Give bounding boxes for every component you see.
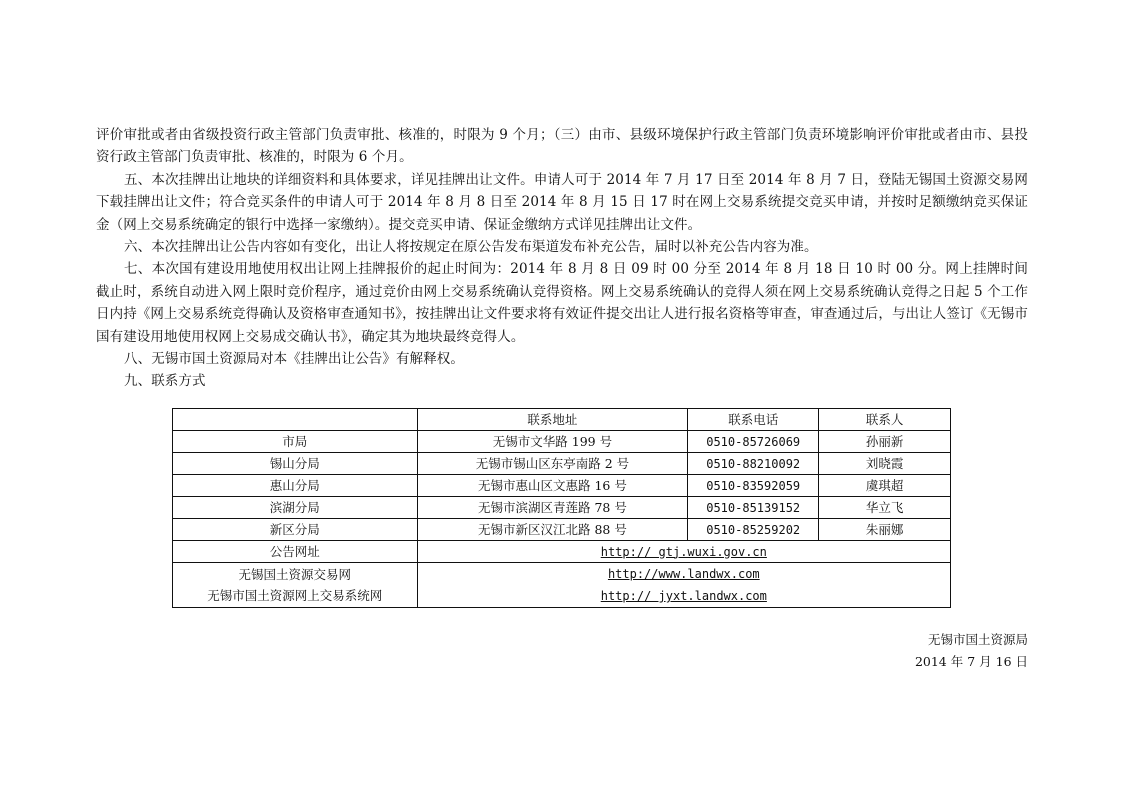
table-header-cell: 联系人 [819,409,951,431]
office-address: 无锡市锡山区东亭南路 2 号 [417,453,688,475]
office-name: 滨湖分局 [173,497,418,519]
table-header-cell: 联系电话 [688,409,819,431]
office-address: 无锡市惠山区文惠路 16 号 [417,475,688,497]
office-name: 市局 [173,431,418,453]
table-row [173,475,951,497]
trade-system-label: 无锡市国土资源网上交易系统网 [207,588,383,603]
signature-block [915,629,1028,673]
office-phone: 0510-88210092 [688,453,819,475]
trade-site-row [173,563,951,608]
office-contact: 虞琪超 [819,475,951,497]
paragraph-9-heading: 九、联系方式 [124,373,206,390]
table-header-cell [173,409,418,431]
office-contact: 孙丽新 [819,431,951,453]
announce-url-row [173,541,951,563]
table-header-row [173,409,951,431]
office-contact: 刘晓霞 [819,453,951,475]
office-contact: 朱丽娜 [819,519,951,541]
office-phone: 0510-85726069 [688,431,819,453]
office-address: 无锡市滨湖区青莲路 78 号 [417,497,688,519]
paragraph-continuation: 评价审批或者由省级投资行政主管部门负责审批、核准的，时限为 9 个月；（三）由市、县级环境保护行政主管部门负责环境影响评价审批或者由市、县投资行政主管部门负责审批、核准的，时限为 6 个月。 [96,127,1028,166]
paragraph-8: 八、无锡市国土资源局对本《挂牌出让公告》有解释权。 [124,351,464,368]
office-phone: 0510-85259202 [688,519,819,541]
announce-url-link[interactable]: http:// gtj.wuxi.gov.cn [600,544,767,559]
office-phone: 0510-85139152 [688,497,819,519]
office-address: 无锡市文华路 199 号 [417,431,688,453]
table-row [173,519,951,541]
announce-url-label: 公告网址 [173,541,418,563]
trade-site-labels [173,563,418,608]
paragraph-5: 五、本次挂牌出让地块的详细资料和具体要求，详见挂牌出让文件。申请人可于 2014 年 7 月 17 日至 2014 年 8 月 7 日，登陆无锡国土资源交易网下载挂牌出让文件；符合竞买条件的申请人可于 2014 年 8 月 8 日至 2014 年 8 月 15 日 17 时在网上交易系统提交竞买申请，并按时足额缴纳竞买保证金（网上交易系统确定的银行中选择一家缴纳）。提交竞买申请、保证金缴纳方式详见挂牌出让文件。 [96,171,1028,233]
office-name: 锡山分局 [173,453,418,475]
office-name: 新区分局 [173,519,418,541]
paragraph-7: 七、本次国有建设用地使用权出让网上挂牌报价的起止时间为：2014 年 8 月 8 日 09 时 00 分至 2014 年 8 月 18 日 10 时 00 分。网上挂牌时间截止时，系统自动进入网上限时竞价程序，通过竞价由网上交易系统确认竞得资格。网上交易系统确认的竞得人须在网上交易系统确认竞得之日起 5 个工作日内持《网上交易系统竞得确认及资格审查通知书》，按挂牌出让文件要求将有效证件提交出让人进行报名资格等审查，审查通过后，与出让人签订《无锡市国有建设用地使用权网上交易成交确认书》，确定其为地块最终竞得人。 [96,261,1028,345]
table-header-cell: 联系地址 [417,409,688,431]
paragraph-6: 六、本次挂牌出让公告内容如有变化，出让人将按规定在原公告发布渠道发布补充公告，届时以补充公告内容为准。 [124,239,818,256]
table-row [173,453,951,475]
table-row [173,431,951,453]
announce-url-cell [417,541,950,563]
office-address: 无锡市新区汉江北路 88 号 [417,519,688,541]
trade-site-label: 无锡国土资源交易网 [238,567,352,582]
table-row [173,497,951,519]
trade-system-link[interactable]: http:// jyxt.landwx.com [600,589,767,603]
contact-table [172,408,951,608]
issue-date: 2014 年 7 月 16 日 [914,654,1028,669]
announcement-body [96,124,1028,393]
office-contact: 华立飞 [819,497,951,519]
trade-site-urls [417,563,950,608]
trade-site-link[interactable]: http://www.landwx.com [607,567,760,581]
office-phone: 0510-83592059 [688,475,819,497]
issuing-organization: 无锡市国土资源局 [927,632,1028,647]
office-name: 惠山分局 [173,475,418,497]
